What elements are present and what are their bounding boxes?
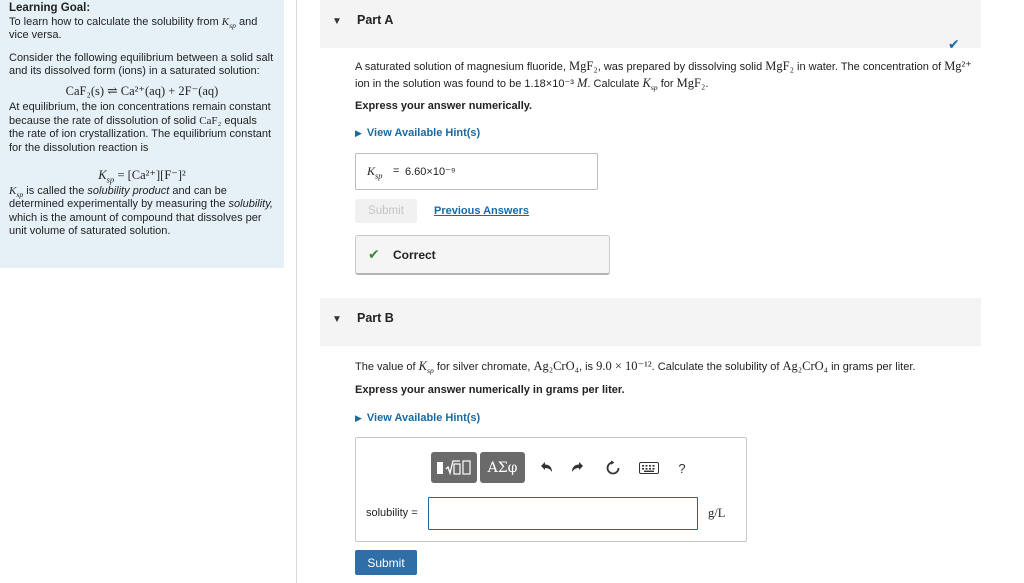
- completed-check-icon: ✔: [948, 36, 960, 52]
- part-a-submit-button[interactable]: Submit: [355, 199, 417, 223]
- collapse-triangle-icon[interactable]: ▼: [332, 16, 342, 27]
- expand-arrow-icon: ▶: [355, 413, 362, 423]
- unit-label: g/L: [708, 506, 726, 520]
- learning-goal-panel: [0, 0, 284, 268]
- correct-label: Correct: [393, 248, 436, 262]
- part-a-answer-display: [355, 153, 598, 190]
- correct-feedback: [355, 235, 610, 275]
- part-a-hint-link[interactable]: ▶ View Available Hint(s): [355, 127, 481, 139]
- part-b-submit-button[interactable]: Submit: [355, 550, 417, 575]
- collapse-triangle-icon[interactable]: ▼: [332, 314, 342, 325]
- keyboard-icon[interactable]: [636, 452, 662, 484]
- part-b-hint-link[interactable]: ▶ View Available Hint(s): [355, 412, 481, 424]
- help-icon[interactable]: ?: [678, 460, 686, 476]
- part-a-header[interactable]: [320, 0, 981, 48]
- answer-value: 6.60×10⁻⁹: [405, 166, 456, 178]
- part-b-question: The value of $K_{sp}$ for silver chromate, Ag₂CrO₄, is 9.0 × 10⁻¹². Calculate the solubility of Ag₂CrO₄ in grams per liter.: [355, 359, 916, 376]
- previous-answers-link[interactable]: Previous Answers: [434, 205, 529, 217]
- part-b-header[interactable]: [320, 298, 981, 346]
- solubility-label: solubility =: [366, 507, 418, 519]
- learning-goal-para2: At equilibrium, the ion concentrations remain constant because the rate of dissolution of solid CaF₂ equals the rate of ion crystallization. The equilibrium constant for the dissolution reaction is: [9, 101, 272, 154]
- greek-symbols-button[interactable]: ΑΣφ: [480, 452, 525, 483]
- part-b-title: Part B: [357, 311, 394, 325]
- part-a-question: A saturated solution of magnesium fluoride, MgF₂, was prepared by dissolving solid MgF₂ in water. The concentration of Mg²⁺ ion in the solution was found to be 1.18×10⁻³ M. Calculate $K_{sp}$ for MgF₂.: [355, 59, 972, 93]
- dissolution-equation: CaF₂(s) ⇌ Ca²⁺(aq) + 2F⁻(aq): [65, 83, 219, 98]
- reset-icon[interactable]: [602, 452, 624, 484]
- learning-goal-para3: $K_{sp}$ is called the solubility product and can be determined experimentally by measuring the solubility, which is the amount of compound that dissolves per unit volume of saturated solution.: [9, 184, 273, 237]
- redo-icon[interactable]: [567, 452, 589, 484]
- learning-goal-para1: Consider the following equilibrium between a solid salt and its dissolved form (ions) in a saturated solution:: [9, 51, 274, 77]
- templates-button[interactable]: [431, 452, 477, 483]
- part-b-instruction: Express your answer numerically in grams per liter.: [355, 384, 625, 396]
- learning-goal-title: Learning Goal:: [9, 2, 91, 14]
- ksp-expression: $K_{sp} = [Ca^{2+}][F^-]^2$: [98, 168, 186, 185]
- part-a-title: Part A: [357, 13, 394, 27]
- answer-ksp-label: $K_{sp}$: [367, 164, 383, 181]
- answer-equals: =: [393, 165, 400, 177]
- templates-icon: [435, 458, 473, 478]
- expand-arrow-icon: ▶: [355, 128, 362, 138]
- solubility-input[interactable]: [428, 497, 698, 530]
- learning-goal-intro: To learn how to calculate the solubility from $K_{sp}$ and vice versa.: [9, 15, 258, 41]
- correct-check-icon: ✔: [368, 246, 380, 262]
- panel-divider: [296, 0, 297, 583]
- part-a-instruction: Express your answer numerically.: [355, 100, 533, 112]
- undo-icon[interactable]: [535, 452, 557, 484]
